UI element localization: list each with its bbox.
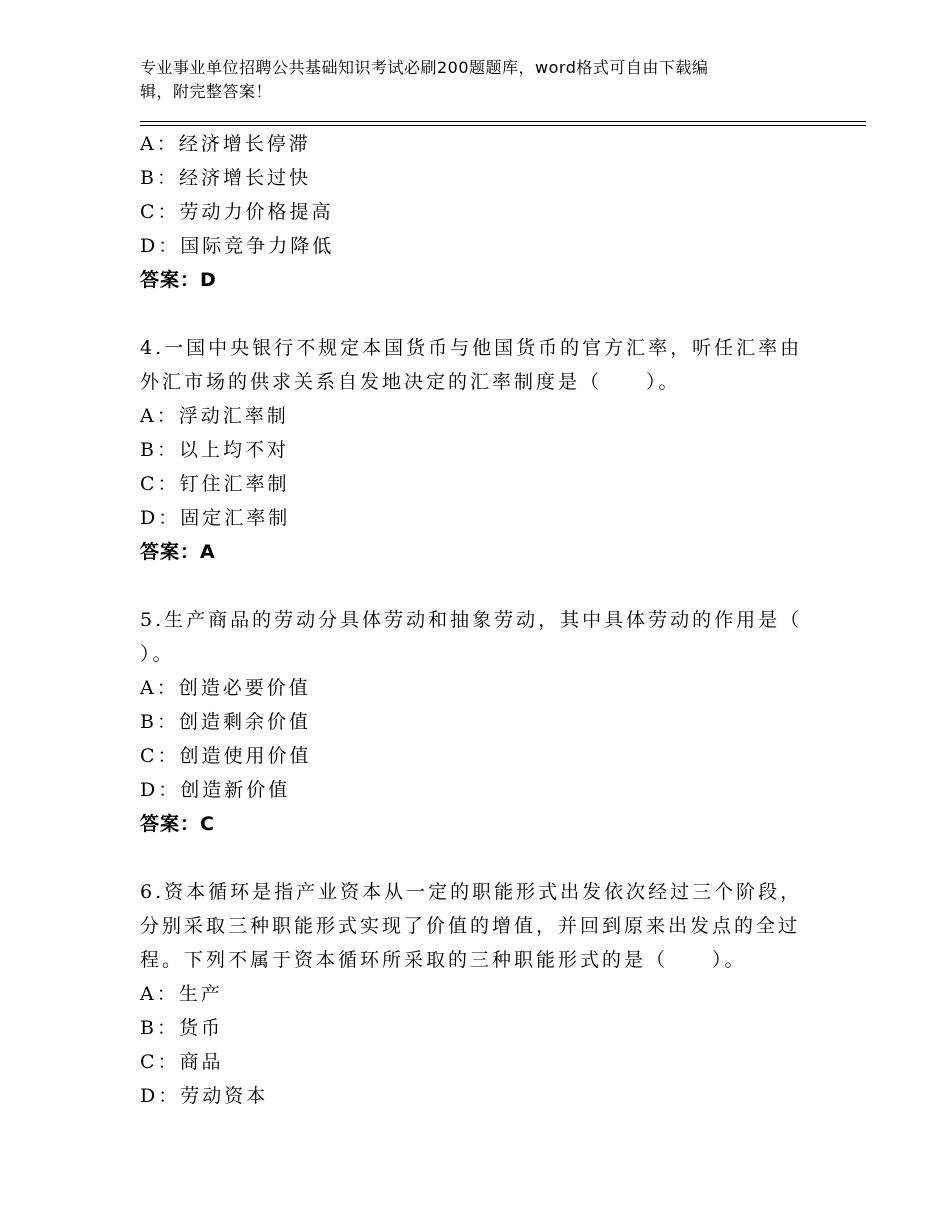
header-line-1: 专业事业单位招聘公共基础知识考试必刷200题题库，word格式可自由下载编: [140, 58, 709, 77]
question-6: [140, 875, 803, 1113]
question-stem: 程。下列不属于资本循环所采取的三种职能形式的是（ ）。: [140, 949, 747, 971]
option-a: A：浮动汇率制: [140, 405, 289, 427]
question-stem: 5.生产商品的劳动分具体劳动和抽象劳动，其中具体劳动的作用是（: [140, 609, 803, 631]
header-rule-thin: [140, 121, 866, 122]
spacer: [140, 841, 800, 875]
page-header: [140, 56, 790, 104]
question-stem: 6.资本循环是指产业资本从一定的职能形式出发依次经过三个阶段，: [140, 881, 803, 903]
option-d: D：国际竞争力降低: [140, 235, 335, 257]
option-d: D：创造新价值: [140, 779, 291, 801]
option-b: B：货币: [140, 1017, 223, 1039]
spacer: [140, 297, 800, 331]
header-line-2: 辑，附完整答案！: [140, 82, 273, 101]
option-d: D：劳动资本: [140, 1085, 269, 1107]
question-stem: 外汇市场的供求关系自发地决定的汇率制度是（ ）。: [140, 371, 681, 393]
question-3: [140, 127, 800, 297]
answer: 答案：D: [140, 269, 217, 291]
option-c: C：劳动力价格提高: [140, 201, 334, 223]
option-a: A：生产: [140, 983, 223, 1005]
option-b: B：创造剩余价值: [140, 711, 311, 733]
header-rule-thick: [140, 125, 866, 126]
question-stem: ）。: [140, 643, 175, 665]
question-4: [140, 331, 803, 569]
question-content: [140, 127, 803, 1113]
question-stem: 4.一国中央银行不规定本国货币与他国货币的官方汇率，听任汇率由: [140, 337, 803, 359]
question-stem: 分别采取三种职能形式实现了价值的增值，并回到原来出发点的全过: [140, 915, 801, 937]
option-d: D：固定汇率制: [140, 507, 291, 529]
option-c: C：商品: [140, 1051, 224, 1073]
answer: 答案：A: [140, 541, 216, 563]
option-c: C：钉住汇率制: [140, 473, 290, 495]
option-a: A：创造必要价值: [140, 677, 311, 699]
question-5: [140, 603, 803, 841]
option-b: B：以上均不对: [140, 439, 289, 461]
option-a: A：经济增长停滞: [140, 133, 311, 155]
spacer: [140, 569, 800, 603]
option-b: B：经济增长过快: [140, 167, 311, 189]
option-c: C：创造使用价值: [140, 745, 312, 767]
answer: 答案：C: [140, 813, 215, 835]
